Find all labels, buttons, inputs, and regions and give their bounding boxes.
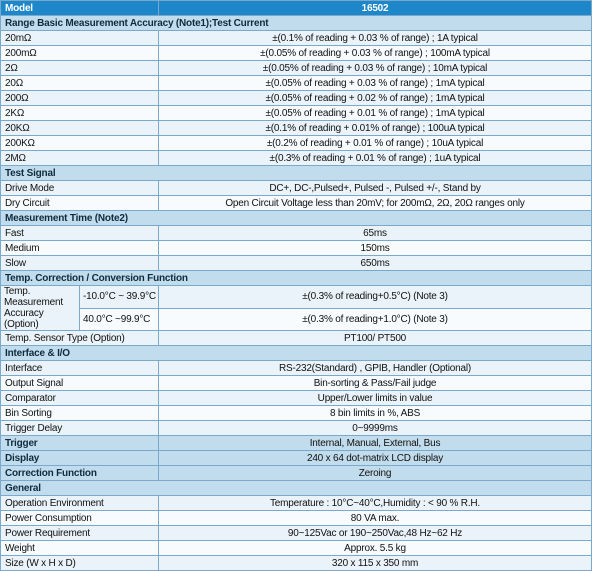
row-value: RS-232(Standard) , GPIB, Handler (Optional) [159,361,592,376]
row-value: 90~125Vac or 190~250Vac,48 Hz~62 Hz [159,526,592,541]
row-label: Output Signal [1,376,159,391]
row-label: Medium [1,241,159,256]
table-row [1,46,592,61]
table-row [1,286,592,331]
row-label: Dry Circuit [1,196,159,211]
table-row [1,121,592,136]
row-value: 8 bin limits in %, ABS [159,406,592,421]
row-value: 80 VA max. [159,511,592,526]
correction-value: Zeroing [159,466,592,481]
row-label: Interface [1,361,159,376]
row-value: ±(0.2% of reading + 0.01 % of range) ; 10uA typical [159,136,592,151]
temp-range-1-value: ±(0.3% of reading+0.5°C) (Note 3) [159,286,591,308]
row-value: Bin-sorting & Pass/Fail judge [159,376,592,391]
table-row [1,511,592,526]
row-value: Open Circuit Voltage less than 20mV; for 200mΩ, 2Ω, 20Ω ranges only [159,196,592,211]
section-temp [1,271,592,286]
section-title: Trigger [1,436,159,451]
row-label: 200KΩ [1,136,159,151]
row-label: Operation Environment [1,496,159,511]
table-row [1,76,592,91]
row-label: 2KΩ [1,106,159,121]
row-label: Trigger Delay [1,421,159,436]
row-label: 200mΩ [1,46,159,61]
table-row [1,226,592,241]
row-label: 200Ω [1,91,159,106]
temp-range-2-value: ±(0.3% of reading+1.0°C) (Note 3) [159,308,591,330]
section-title: Test Signal [1,166,592,181]
section-measurement-time [1,211,592,226]
temp-range-2: 40.0°C ~99.9°C [80,308,159,330]
section-accuracy [1,16,592,31]
row-label: Temp. Sensor Type (Option) [1,331,159,346]
temp-values-subtable [159,286,591,330]
table-row [1,361,592,376]
row-value: 65ms [159,226,592,241]
section-trigger [1,436,592,451]
table-row [1,136,592,151]
table-row [1,256,592,271]
row-label: 2MΩ [1,151,159,166]
row-value: PT100/ PT500 [159,331,592,346]
row-label: Bin Sorting [1,406,159,421]
section-display [1,451,592,466]
table-row [1,391,592,406]
row-value: 0~9999ms [159,421,592,436]
header-row [1,1,592,16]
section-title: Interface & I/O [1,346,592,361]
row-value: 650ms [159,256,592,271]
row-value: ±(0.05% of reading + 0.03 % of range) ; 10mA typical [159,61,592,76]
section-title: General [1,481,592,496]
row-label: Drive Mode [1,181,159,196]
row-label: Comparator [1,391,159,406]
temp-accuracy-label: Temp. Measurement Accuracy (Option) [1,286,80,330]
table-row [1,151,592,166]
section-title: Correction Function [1,466,159,481]
table-row [1,241,592,256]
section-title: Temp. Correction / Conversion Function [1,271,592,286]
row-value: ±(0.1% of reading + 0.01% of range) ; 100uA typical [159,121,592,136]
row-value: ±(0.3% of reading + 0.01 % of range) ; 1uA typical [159,151,592,166]
row-value: 320 x 115 x 350 mm [159,556,592,571]
table-row [1,406,592,421]
row-label: Size (W x H x D) [1,556,159,571]
temp-subtable [1,286,158,330]
row-value: ±(0.05% of reading + 0.02 % of range) ; 1mA typical [159,91,592,106]
row-label: 20KΩ [1,121,159,136]
section-title: Range Basic Measurement Accuracy (Note1);Test Current [1,16,592,31]
temp-accuracy-cell [1,286,159,331]
trigger-value: Internal, Manual, External, Bus [159,436,592,451]
table-row [1,556,592,571]
row-label: 20Ω [1,76,159,91]
row-value: ±(0.05% of reading + 0.03 % of range) ; 1mA typical [159,76,592,91]
row-label: Slow [1,256,159,271]
section-correction [1,466,592,481]
section-general [1,481,592,496]
row-value: 150ms [159,241,592,256]
table-row [1,541,592,556]
row-value: DC+, DC-,Pulsed+, Pulsed -, Pulsed +/-, Stand by [159,181,592,196]
row-label: 2Ω [1,61,159,76]
table-row [1,421,592,436]
row-label: Fast [1,226,159,241]
section-interface [1,346,592,361]
section-title: Measurement Time (Note2) [1,211,592,226]
table-row [1,526,592,541]
model-label: Model [1,1,159,16]
table-row [1,61,592,76]
table-row [1,91,592,106]
temp-range-1: -10.0°C ~ 39.9°C [80,286,159,308]
temp-values-cell [159,286,592,331]
table-row [1,376,592,391]
row-value: Upper/Lower limits in value [159,391,592,406]
model-value: 16502 [159,1,592,16]
row-value: ±(0.1% of reading + 0.03 % of range) ; 1A typical [159,31,592,46]
table-row [1,496,592,511]
table-row [1,106,592,121]
row-label: 20mΩ [1,31,159,46]
table-row [1,181,592,196]
display-value: 240 x 64 dot-matrix LCD display [159,451,592,466]
row-label: Power Consumption [1,511,159,526]
table-row [1,196,592,211]
row-value: Approx. 5.5 kg [159,541,592,556]
row-value: ±(0.05% of reading + 0.01 % of range) ; 1mA typical [159,106,592,121]
table-row [1,331,592,346]
section-title: Display [1,451,159,466]
section-test-signal [1,166,592,181]
table-row [1,31,592,46]
row-value: ±(0.05% of reading + 0.03 % of range) ; 100mA typical [159,46,592,61]
row-label: Power Requirement [1,526,159,541]
row-value: Temperature : 10°C~40°C,Humidity : < 90 % R.H. [159,496,592,511]
row-label: Weight [1,541,159,556]
